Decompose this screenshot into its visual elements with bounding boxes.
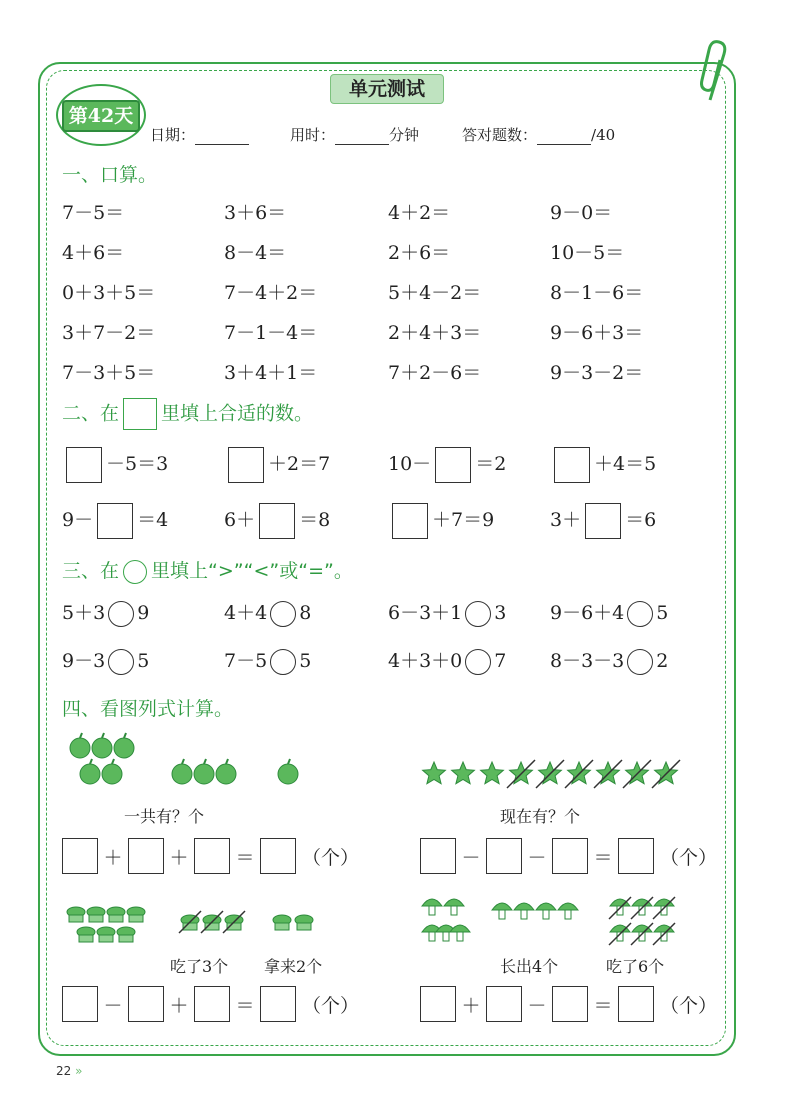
cupcake-base (275, 923, 289, 930)
compare-circle[interactable] (108, 601, 134, 627)
mushroom-icon (422, 899, 442, 915)
compare-left: 9－6＋4 (550, 602, 625, 624)
answer-box[interactable] (618, 986, 654, 1022)
oral-item: 0＋3＋5＝ (62, 282, 156, 304)
section-3-heading (62, 556, 353, 584)
compare-item (224, 646, 311, 675)
star-icon (481, 762, 504, 784)
compare-left: 8－3－3 (550, 650, 625, 672)
mushroom-icon (558, 903, 578, 919)
fill-item-post: ＝4 (137, 509, 169, 531)
mushroom-cap (450, 925, 470, 932)
compare-circle[interactable] (270, 649, 296, 675)
operator: － (103, 994, 123, 1017)
compare-item (62, 646, 149, 675)
mushroom-cap (558, 903, 578, 910)
fill-item (550, 500, 656, 540)
problem-d-caption-grown: 长出4个 (500, 957, 559, 976)
fill-item-post: ＝2 (475, 453, 507, 475)
oral-item: 9－6＋3＝ (550, 322, 644, 344)
answer-box[interactable] (392, 503, 428, 539)
mushroom-stem (565, 910, 571, 919)
fill-item (62, 500, 168, 540)
answer-box[interactable] (97, 503, 133, 539)
fill-item (550, 444, 656, 484)
fill-item (388, 444, 506, 484)
answer-box[interactable] (194, 986, 230, 1022)
answer-box[interactable] (554, 447, 590, 483)
oral-item: 5＋4－2＝ (388, 282, 482, 304)
oral-item: 7－3＋5＝ (62, 362, 156, 384)
fill-item-post: ＝6 (625, 509, 657, 531)
apple-stem (80, 733, 82, 738)
apple-stem (204, 759, 206, 764)
cupcake-icon (97, 927, 115, 942)
unit-label: （个） (660, 846, 718, 869)
mushroom-cap (514, 903, 534, 910)
date-label: 日期： (150, 126, 196, 144)
fill-row (62, 500, 702, 540)
mushroom-cap (492, 903, 512, 910)
mushroom-cap (422, 899, 442, 906)
cupcake-base (297, 923, 311, 930)
compare-circle-icon (123, 560, 147, 584)
apple-body (70, 738, 90, 758)
paperclip-icon (700, 40, 728, 104)
fill-item (224, 444, 330, 484)
apple-body (216, 764, 236, 784)
cupcake-base (129, 915, 143, 922)
operator: ＝ (235, 846, 255, 869)
time-unit: 分钟 (389, 126, 420, 144)
cupcake-icon (77, 927, 95, 942)
star-icon (423, 762, 446, 784)
section-2-heading-post: 里填上合适的数。 (161, 402, 314, 425)
compare-circle[interactable] (108, 649, 134, 675)
stars-picture (420, 756, 690, 792)
compare-circle[interactable] (627, 601, 653, 627)
compare-item (388, 646, 506, 675)
apple-icon (278, 759, 298, 784)
answer-box[interactable] (486, 838, 522, 874)
time-label: 用时： (290, 126, 336, 144)
oral-row (62, 358, 702, 388)
section-2-heading-pre: 二、在 (62, 402, 120, 425)
fill-item-pre: 6＋ (224, 509, 256, 531)
compare-left: 6－3＋1 (388, 602, 463, 624)
mushroom-stem (499, 910, 505, 919)
oral-item: 3＋6＝ (224, 202, 287, 224)
section-1-heading: 一、口算。 (62, 164, 158, 186)
compare-right: 9 (137, 602, 150, 624)
answer-box[interactable] (420, 838, 456, 874)
oral-item: 10－5＝ (550, 242, 625, 264)
cupcake-base (109, 915, 123, 922)
answer-box[interactable] (259, 503, 295, 539)
oral-item: 2＋4＋3＝ (388, 322, 482, 344)
oral-item: 2＋6＝ (388, 242, 451, 264)
compare-left: 5＋3 (62, 602, 106, 624)
compare-item (550, 598, 668, 627)
fill-item-pre: 9－ (62, 509, 94, 531)
mushroom-icon (514, 903, 534, 919)
compare-circle[interactable] (465, 649, 491, 675)
answer-box[interactable] (260, 838, 296, 874)
score-total: /40 (591, 126, 616, 144)
fill-item (388, 500, 494, 540)
date-blank[interactable] (195, 130, 249, 145)
page-title: 单元测试 (330, 74, 444, 104)
compare-right: 2 (656, 650, 669, 672)
answer-box[interactable] (62, 986, 98, 1022)
answer-box[interactable] (228, 447, 264, 483)
fill-item-post: ＋2＝7 (268, 453, 331, 475)
answer-box[interactable] (66, 447, 102, 483)
apple-body (102, 764, 122, 784)
answer-box[interactable] (585, 503, 621, 539)
operator: － (527, 994, 547, 1017)
answer-box[interactable] (618, 838, 654, 874)
oral-item: 8－4＝ (224, 242, 287, 264)
star-icon (452, 762, 475, 784)
mushroom-icon (444, 899, 464, 915)
section-4-heading: 四、看图列式计算。 (62, 698, 234, 720)
oral-item: 8－1－6＝ (550, 282, 644, 304)
apple-icon (70, 733, 90, 758)
answer-box[interactable] (552, 986, 588, 1022)
mushroom-cap (444, 899, 464, 906)
cupcake-icon (127, 907, 145, 922)
oral-item: 9－0＝ (550, 202, 613, 224)
mushroom-icon (436, 925, 456, 941)
compare-right: 8 (299, 602, 312, 624)
apple-body (92, 738, 112, 758)
apple-body (278, 764, 298, 784)
operator: ＝ (593, 846, 613, 869)
compare-left: 4＋4 (224, 602, 268, 624)
operator: ＋ (169, 846, 189, 869)
score-label: 答对题数： (462, 126, 538, 144)
page-number-text: 22 (56, 1064, 72, 1078)
operator: ＝ (593, 994, 613, 1017)
oral-row (62, 318, 702, 348)
problem-c-caption-eaten: 吃了3个 (170, 957, 229, 976)
compare-circle[interactable] (270, 601, 296, 627)
apple-icon (194, 759, 214, 784)
compare-right: 7 (494, 650, 507, 672)
fill-item-pre: 10－ (388, 453, 432, 475)
answer-box[interactable] (552, 838, 588, 874)
fill-item-post: ＋7＝9 (432, 509, 495, 531)
fill-row (62, 444, 702, 484)
operator: ＋ (169, 994, 189, 1017)
answer-box[interactable] (194, 838, 230, 874)
oral-item: 3＋4＋1＝ (224, 362, 318, 384)
compare-right: 3 (494, 602, 507, 624)
apple-body (194, 764, 214, 784)
fill-item-post: ＝8 (299, 509, 331, 531)
oral-row (62, 198, 702, 228)
compare-item (550, 646, 668, 675)
oral-item: 7－5＝ (62, 202, 125, 224)
cupcake-icon (87, 907, 105, 922)
cupcake-base (89, 915, 103, 922)
problem-b-caption: 现在有？个 (500, 807, 581, 826)
compare-row (62, 646, 702, 676)
section-3-heading-post: 里填上“>”“<”或“=”。 (151, 560, 353, 582)
mushroom-stem (429, 906, 435, 915)
problem-a-equation (62, 838, 359, 874)
cupcake-base (69, 915, 83, 922)
mushroom-icon (422, 925, 442, 941)
answer-box[interactable] (435, 447, 471, 483)
fill-item-post: ＋4＝5 (594, 453, 657, 475)
day-badge (56, 84, 146, 128)
mushroom-stem (543, 910, 549, 919)
apple-icon (114, 733, 134, 758)
time-field (290, 124, 419, 145)
mushrooms-picture (420, 888, 690, 948)
unit-label: （个） (660, 994, 718, 1017)
apple-stem (90, 759, 92, 764)
compare-circle[interactable] (465, 601, 491, 627)
page-arrow-icon: » (75, 1064, 83, 1078)
date-field (150, 124, 249, 145)
cupcake-base (119, 935, 133, 942)
day-badge-label: 第42天 (62, 100, 140, 132)
operator: － (527, 846, 547, 869)
answer-box[interactable] (128, 986, 164, 1022)
operator: ＋ (461, 994, 481, 1017)
cupcake-base (79, 935, 93, 942)
compare-right: 5 (299, 650, 312, 672)
score-blank[interactable] (537, 130, 591, 145)
problem-d-caption-eaten: 吃了6个 (606, 957, 665, 976)
cupcake-icon (67, 907, 85, 922)
mushroom-icon (450, 925, 470, 941)
oral-item: 7＋2－6＝ (388, 362, 482, 384)
apple-icon (102, 759, 122, 784)
mushroom-icon (536, 903, 556, 919)
apple-stem (226, 759, 228, 764)
compare-row (62, 598, 702, 628)
apple-body (172, 764, 192, 784)
mushroom-stem (457, 932, 463, 941)
compare-left: 9－3 (62, 650, 106, 672)
score-field (462, 124, 615, 145)
mushroom-stem (443, 932, 449, 941)
apple-stem (102, 733, 104, 738)
answer-box-icon (123, 398, 157, 430)
mushroom-cap (536, 903, 556, 910)
section-2-heading (62, 398, 313, 430)
mushroom-stem (521, 910, 527, 919)
problem-a-caption: 一共有？个 (124, 807, 205, 826)
compare-circle[interactable] (627, 649, 653, 675)
apple-icon (92, 733, 112, 758)
problem-d-equation (420, 986, 717, 1022)
answer-box[interactable] (486, 986, 522, 1022)
oral-item: 4＋2＝ (388, 202, 451, 224)
mushroom-icon (492, 903, 512, 919)
problem-c-caption-brought: 拿来2个 (264, 957, 323, 976)
mushroom-stem (451, 906, 457, 915)
fill-item (62, 444, 168, 484)
problem-b-equation (420, 838, 717, 874)
compare-left: 4＋3＋0 (388, 650, 463, 672)
apple-stem (182, 759, 184, 764)
answer-box[interactable] (62, 838, 98, 874)
compare-item (62, 598, 149, 627)
cupcakes-picture (62, 898, 322, 948)
unit-label: （个） (302, 994, 360, 1017)
apple-body (80, 764, 100, 784)
operator: ＋ (103, 846, 123, 869)
cupcake-icon (117, 927, 135, 942)
compare-right: 5 (137, 650, 150, 672)
cupcake-icon (273, 915, 291, 930)
apples-picture (60, 730, 320, 794)
oral-item: 4＋6＝ (62, 242, 125, 264)
apple-icon (172, 759, 192, 784)
problem-c-equation (62, 986, 359, 1022)
oral-row (62, 278, 702, 308)
answer-box[interactable] (420, 986, 456, 1022)
apple-stem (288, 759, 290, 764)
time-blank[interactable] (335, 130, 389, 145)
apple-icon (216, 759, 236, 784)
oral-item: 7－1－4＝ (224, 322, 318, 344)
cupcake-base (99, 935, 113, 942)
compare-right: 5 (656, 602, 669, 624)
fill-item-post: －5＝3 (106, 453, 169, 475)
oral-item: 7－4＋2＝ (224, 282, 318, 304)
compare-left: 7－5 (224, 650, 268, 672)
apple-stem (112, 759, 114, 764)
mushroom-stem (429, 932, 435, 941)
fill-item-pre: 3＋ (550, 509, 582, 531)
page-number (56, 1064, 82, 1078)
section-3-heading-pre: 三、在 (62, 560, 120, 582)
cupcake-icon (107, 907, 125, 922)
oral-item: 9－3－2＝ (550, 362, 644, 384)
compare-item (224, 598, 311, 627)
answer-box[interactable] (260, 986, 296, 1022)
operator: ＝ (235, 994, 255, 1017)
apple-stem (124, 733, 126, 738)
unit-label: （个） (302, 846, 360, 869)
fill-item (224, 500, 330, 540)
operator: － (461, 846, 481, 869)
apple-body (114, 738, 134, 758)
cupcake-icon (295, 915, 313, 930)
answer-box[interactable] (128, 838, 164, 874)
apple-icon (80, 759, 100, 784)
oral-row (62, 238, 702, 268)
compare-item (388, 598, 506, 627)
oral-item: 3＋7－2＝ (62, 322, 156, 344)
